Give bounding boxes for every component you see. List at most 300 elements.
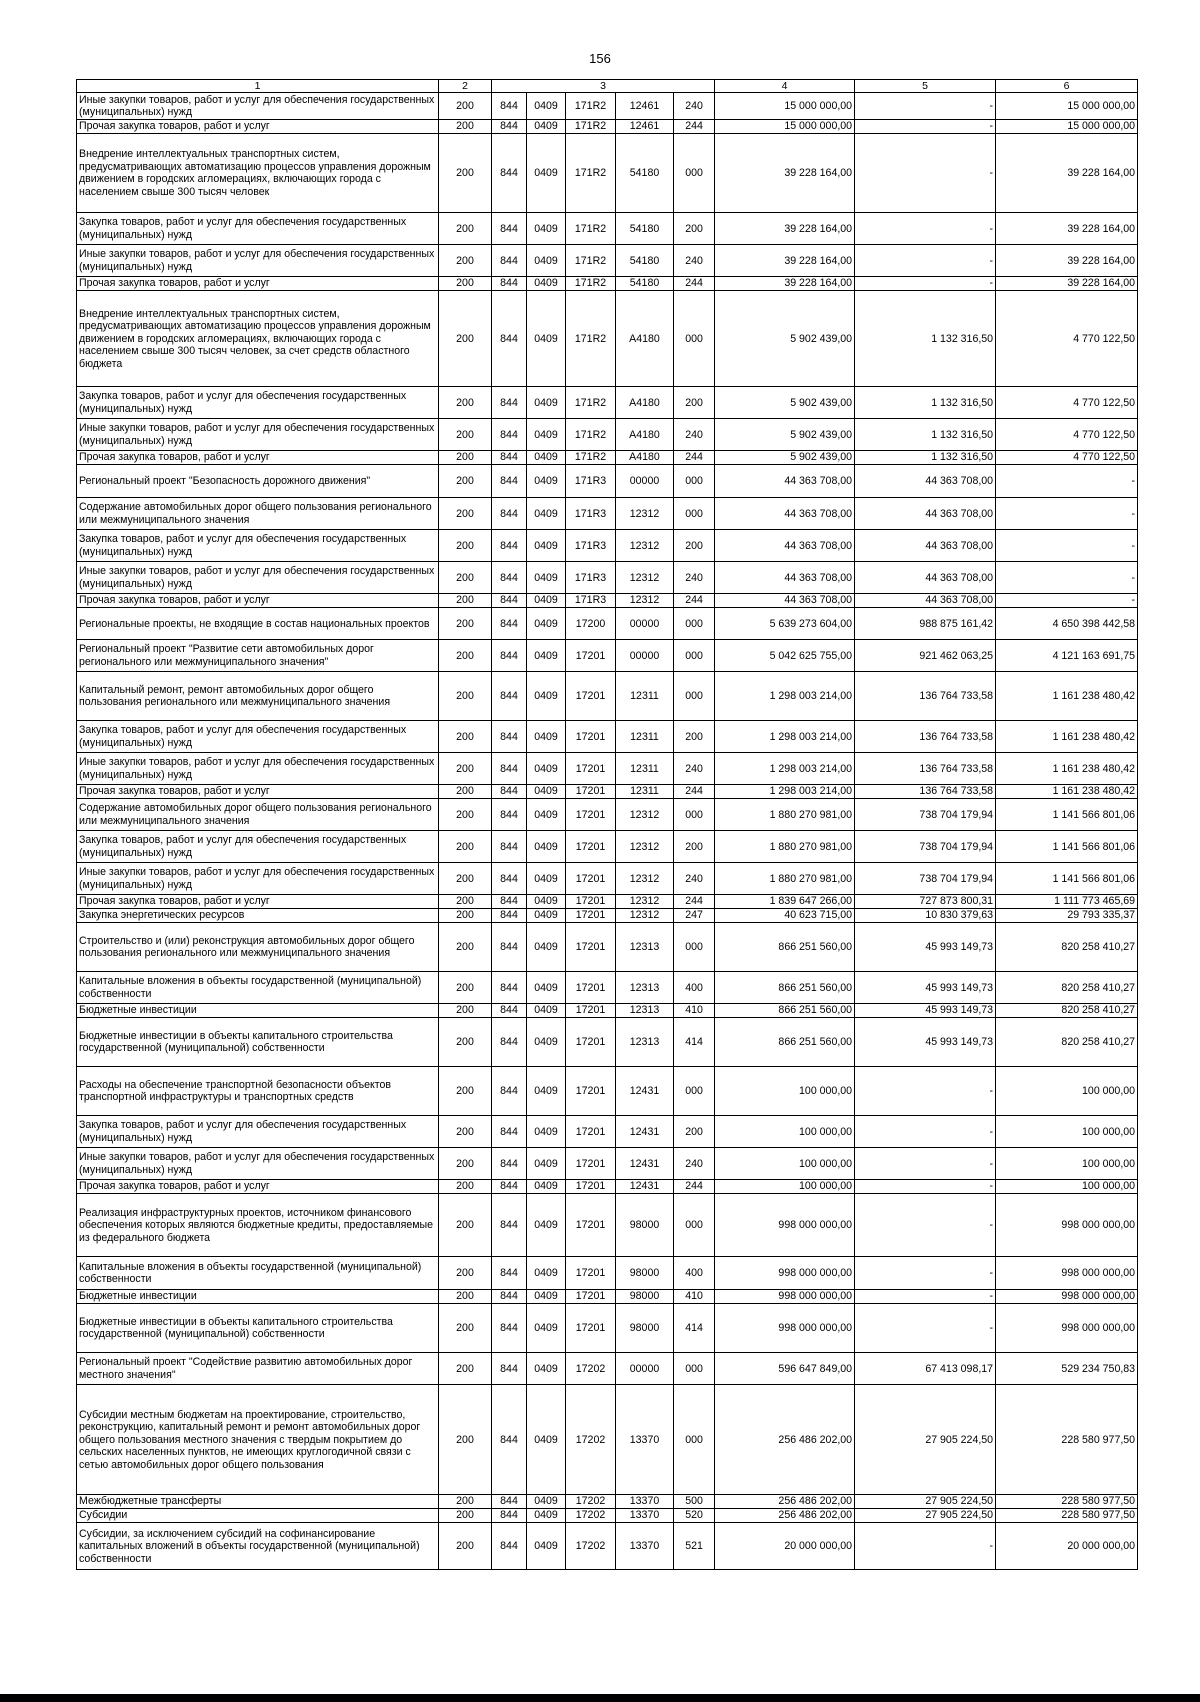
row-name-cell: Прочая закупка товаров, работ и услуг [77,120,439,134]
amount-col-6: 228 580 977,50 [996,1509,1138,1523]
code-cell: 200 [439,923,492,972]
code-cell: 12312 [616,895,674,909]
code-cell: 844 [492,419,527,451]
code-cell: 844 [492,134,527,213]
code-cell: 17202 [566,1353,616,1385]
amount-col-5: 45 993 149,73 [855,923,996,972]
budget-table [76,79,1138,1570]
amount-col-6: 100 000,00 [996,1116,1138,1148]
code-cell: 0409 [527,1523,566,1570]
amount-col-5: - [855,1194,996,1257]
code-cell: 844 [492,785,527,799]
row-name-cell: Капитальные вложения в объекты государственной (муниципальной) собственности [77,972,439,1004]
code-cell: 200 [439,972,492,1004]
code-cell: 244 [674,785,715,799]
amount-col-6: 4 770 122,50 [996,291,1138,387]
amount-col-6: 1 141 566 801,06 [996,799,1138,831]
code-cell: 200 [439,1353,492,1385]
code-cell: 0409 [527,530,566,562]
table-row [77,1194,1138,1257]
row-name-cell: Иные закупки товаров, работ и услуг для обеспечения государственных (муниципальных) нужд [77,863,439,895]
code-cell: 0409 [527,1257,566,1290]
row-name-cell: Субсидии местным бюджетам на проектирование, строительство, реконструкцию, капитальный ремонт и ремонт автомобильных дорог общего пользования местного значения с твердым покрытием до сельских населенных пунктов, не имеющих круглогодичной связи с сетью автомобильных дорог общего пользования [77,1385,439,1495]
table-row [77,972,1138,1004]
code-cell: 240 [674,93,715,120]
code-cell: 12313 [616,1004,674,1018]
amount-col-5: 45 993 149,73 [855,972,996,1004]
code-cell: 844 [492,640,527,672]
code-cell: 0409 [527,1116,566,1148]
amount-col-4: 44 363 708,00 [715,465,855,498]
header-col-3: 3 [492,80,715,93]
code-cell: 844 [492,923,527,972]
code-cell: 200 [439,419,492,451]
table-row [77,640,1138,672]
code-cell: 000 [674,1067,715,1116]
code-cell: 244 [674,895,715,909]
code-cell: 244 [674,277,715,291]
amount-col-5: 1 132 316,50 [855,387,996,419]
amount-col-6: 1 141 566 801,06 [996,863,1138,895]
code-cell: 844 [492,1509,527,1523]
code-cell: 17201 [566,672,616,721]
code-cell: 844 [492,1304,527,1353]
table-row [77,530,1138,562]
code-cell: 12311 [616,672,674,721]
amount-col-5: - [855,245,996,277]
code-cell: 200 [439,1148,492,1180]
code-cell: 844 [492,1018,527,1067]
code-cell: 17201 [566,640,616,672]
code-cell: 000 [674,465,715,498]
amount-col-4: 15 000 000,00 [715,93,855,120]
code-cell: 200 [439,1257,492,1290]
amount-col-5: 27 905 224,50 [855,1509,996,1523]
code-cell: 844 [492,1148,527,1180]
amount-col-6: - [996,562,1138,594]
code-cell: 844 [492,895,527,909]
row-name-cell: Внедрение интеллектуальных транспортных систем, предусматривающих автоматизацию процессов управления дорожным движением в городских агломерациях, включающих города с населением свыше 300 тысяч человек [77,134,439,213]
amount-col-4: 1 880 270 981,00 [715,799,855,831]
code-cell: 200 [439,863,492,895]
amount-col-6: 100 000,00 [996,1067,1138,1116]
code-cell: 200 [439,451,492,465]
amount-col-5: - [855,1523,996,1570]
code-cell: 12313 [616,972,674,1004]
code-cell: 0409 [527,451,566,465]
code-cell: 200 [439,245,492,277]
table-row [77,465,1138,498]
row-name-cell: Прочая закупка товаров, работ и услуг [77,594,439,608]
code-cell: 17201 [566,863,616,895]
table-row [77,1509,1138,1523]
code-cell: 200 [439,831,492,863]
amount-col-4: 40 623 715,00 [715,909,855,923]
table-row [77,1290,1138,1304]
amount-col-5: - [855,120,996,134]
code-cell: 000 [674,799,715,831]
amount-col-6: 820 258 410,27 [996,1018,1138,1067]
row-name-cell: Региональный проект "Развитие сети автомобильных дорог регионального или межмуниципального значения" [77,640,439,672]
code-cell: 844 [492,530,527,562]
code-cell: 844 [492,1523,527,1570]
row-name-cell: Иные закупки товаров, работ и услуг для обеспечения государственных (муниципальных) нужд [77,419,439,451]
amount-col-4: 1 298 003 214,00 [715,753,855,785]
code-cell: 000 [674,640,715,672]
code-cell: 844 [492,909,527,923]
code-cell: 0409 [527,594,566,608]
code-cell: 200 [439,120,492,134]
row-name-cell: Закупка товаров, работ и услуг для обеспечения государственных (муниципальных) нужд [77,831,439,863]
code-cell: A4180 [616,387,674,419]
code-cell: 54180 [616,277,674,291]
row-name-cell: Иные закупки товаров, работ и услуг для обеспечения государственных (муниципальных) нужд [77,93,439,120]
code-cell: 17201 [566,909,616,923]
code-cell: 0409 [527,498,566,530]
code-cell: 12313 [616,923,674,972]
code-cell: 12313 [616,1018,674,1067]
table-row [77,785,1138,799]
amount-col-5: 136 764 733,58 [855,753,996,785]
code-cell: 12312 [616,863,674,895]
code-cell: 410 [674,1290,715,1304]
code-cell: 200 [439,1523,492,1570]
amount-col-6: 228 580 977,50 [996,1385,1138,1495]
amount-col-6: 4 650 398 442,58 [996,608,1138,640]
table-row [77,594,1138,608]
row-name-cell: Закупка товаров, работ и услуг для обеспечения государственных (муниципальных) нужд [77,213,439,245]
row-name-cell: Бюджетные инвестиции в объекты капитального строительства государственной (муниципальной) собственности [77,1304,439,1353]
code-cell: 171R2 [566,120,616,134]
code-cell: 17201 [566,753,616,785]
code-cell: 17201 [566,1290,616,1304]
table-row [77,1257,1138,1290]
table-row [77,1353,1138,1385]
row-name-cell: Прочая закупка товаров, работ и услуг [77,277,439,291]
code-cell: 844 [492,291,527,387]
code-cell: 00000 [616,608,674,640]
amount-col-4: 15 000 000,00 [715,120,855,134]
table-row [77,120,1138,134]
code-cell: 200 [674,530,715,562]
amount-col-4: 39 228 164,00 [715,134,855,213]
code-cell: 12312 [616,909,674,923]
code-cell: 844 [492,799,527,831]
code-cell: 98000 [616,1290,674,1304]
code-cell: 200 [439,498,492,530]
table-row [77,134,1138,213]
table-row [77,672,1138,721]
amount-col-6: - [996,530,1138,562]
code-cell: 0409 [527,213,566,245]
code-cell: 171R3 [566,465,616,498]
code-cell: 00000 [616,1353,674,1385]
code-cell: 17200 [566,608,616,640]
amount-col-6: 4 770 122,50 [996,419,1138,451]
code-cell: 200 [439,1018,492,1067]
amount-col-6: 100 000,00 [996,1180,1138,1194]
table-row [77,291,1138,387]
amount-col-6: 529 234 750,83 [996,1353,1138,1385]
code-cell: 844 [492,1290,527,1304]
amount-col-5: 1 132 316,50 [855,451,996,465]
table-row [77,831,1138,863]
amount-col-6: - [996,594,1138,608]
code-cell: 0409 [527,1148,566,1180]
header-col-6: 6 [996,80,1138,93]
amount-col-6: 998 000 000,00 [996,1290,1138,1304]
code-cell: 17201 [566,1148,616,1180]
amount-col-6: 4 770 122,50 [996,387,1138,419]
amount-col-4: 5 042 625 755,00 [715,640,855,672]
amount-col-4: 866 251 560,00 [715,1004,855,1018]
amount-col-4: 44 363 708,00 [715,498,855,530]
amount-col-5: 27 905 224,50 [855,1495,996,1509]
code-cell: 0409 [527,465,566,498]
code-cell: 13370 [616,1523,674,1570]
amount-col-4: 39 228 164,00 [715,245,855,277]
code-cell: 0409 [527,387,566,419]
amount-col-6: 820 258 410,27 [996,923,1138,972]
code-cell: 0409 [527,831,566,863]
code-cell: 200 [674,213,715,245]
code-cell: 12461 [616,93,674,120]
table-row [77,721,1138,753]
code-cell: 0409 [527,93,566,120]
amount-col-5: - [855,213,996,245]
row-name-cell: Закупка товаров, работ и услуг для обеспечения государственных (муниципальных) нужд [77,387,439,419]
code-cell: 0409 [527,799,566,831]
amount-col-5: - [855,1116,996,1148]
row-name-cell: Содержание автомобильных дорог общего пользования регионального или межмуниципального значения [77,799,439,831]
code-cell: 0409 [527,291,566,387]
code-cell: 0409 [527,245,566,277]
code-cell: 17201 [566,1194,616,1257]
code-cell: 844 [492,465,527,498]
code-cell: 171R2 [566,291,616,387]
code-cell: 12312 [616,562,674,594]
amount-col-4: 5 902 439,00 [715,387,855,419]
code-cell: 0409 [527,1194,566,1257]
code-cell: 12311 [616,785,674,799]
scan-bottom-edge [0,1694,1200,1702]
amount-col-4: 39 228 164,00 [715,213,855,245]
amount-col-6: 820 258 410,27 [996,1004,1138,1018]
code-cell: 0409 [527,753,566,785]
code-cell: 17201 [566,799,616,831]
row-name-cell: Иные закупки товаров, работ и услуг для обеспечения государственных (муниципальных) нужд [77,753,439,785]
table-row [77,1018,1138,1067]
code-cell: 0409 [527,1018,566,1067]
amount-col-5: 738 704 179,94 [855,799,996,831]
amount-col-5: 136 764 733,58 [855,785,996,799]
code-cell: 17201 [566,895,616,909]
code-cell: 17201 [566,1180,616,1194]
code-cell: 98000 [616,1194,674,1257]
code-cell: 54180 [616,245,674,277]
table-row [77,498,1138,530]
amount-col-5: 67 413 098,17 [855,1353,996,1385]
row-name-cell: Иные закупки товаров, работ и услуг для обеспечения государственных (муниципальных) нужд [77,562,439,594]
code-cell: 0409 [527,1304,566,1353]
code-cell: A4180 [616,451,674,465]
amount-col-4: 5 902 439,00 [715,419,855,451]
code-cell: 200 [439,1004,492,1018]
table-row [77,277,1138,291]
amount-col-6: 1 141 566 801,06 [996,831,1138,863]
code-cell: 200 [674,387,715,419]
table-row [77,1067,1138,1116]
amount-col-4: 5 902 439,00 [715,451,855,465]
amount-col-4: 44 363 708,00 [715,594,855,608]
amount-col-5: - [855,134,996,213]
amount-col-4: 596 647 849,00 [715,1353,855,1385]
code-cell: 0409 [527,672,566,721]
table-body [77,93,1138,1570]
code-cell: 240 [674,562,715,594]
code-cell: 200 [439,134,492,213]
row-name-cell: Прочая закупка товаров, работ и услуг [77,785,439,799]
table-row [77,1304,1138,1353]
amount-col-5: 136 764 733,58 [855,672,996,721]
code-cell: 410 [674,1004,715,1018]
table-row [77,895,1138,909]
code-cell: 200 [439,721,492,753]
code-cell: 414 [674,1304,715,1353]
code-cell: 844 [492,608,527,640]
code-cell: 844 [492,120,527,134]
code-cell: 500 [674,1495,715,1509]
code-cell: 0409 [527,1290,566,1304]
amount-col-6: 820 258 410,27 [996,972,1138,1004]
row-name-cell: Бюджетные инвестиции в объекты капитального строительства государственной (муниципальной) собственности [77,1018,439,1067]
code-cell: 12431 [616,1067,674,1116]
amount-col-5: - [855,1290,996,1304]
row-name-cell: Субсидии [77,1509,439,1523]
amount-col-4: 998 000 000,00 [715,1257,855,1290]
code-cell: 12461 [616,120,674,134]
row-name-cell: Бюджетные инвестиции [77,1290,439,1304]
code-cell: 171R2 [566,134,616,213]
code-cell: 171R2 [566,213,616,245]
code-cell: 400 [674,972,715,1004]
code-cell: 17202 [566,1385,616,1495]
code-cell: 844 [492,753,527,785]
table-row [77,799,1138,831]
code-cell: 844 [492,1004,527,1018]
table-row [77,1180,1138,1194]
code-cell: 200 [439,608,492,640]
amount-col-4: 39 228 164,00 [715,277,855,291]
code-cell: 844 [492,213,527,245]
code-cell: 171R3 [566,562,616,594]
code-cell: 00000 [616,465,674,498]
code-cell: 12312 [616,594,674,608]
code-cell: 200 [439,1304,492,1353]
code-cell: 240 [674,1148,715,1180]
amount-col-6: 39 228 164,00 [996,134,1138,213]
table-row [77,213,1138,245]
amount-col-4: 100 000,00 [715,1116,855,1148]
amount-col-6: 39 228 164,00 [996,245,1138,277]
code-cell: 844 [492,721,527,753]
row-name-cell: Капитальные вложения в объекты государственной (муниципальной) собственности [77,1257,439,1290]
amount-col-4: 256 486 202,00 [715,1509,855,1523]
row-name-cell: Закупка товаров, работ и услуг для обеспечения государственных (муниципальных) нужд [77,1116,439,1148]
row-name-cell: Закупка товаров, работ и услуг для обеспечения государственных (муниципальных) нужд [77,530,439,562]
amount-col-5: 136 764 733,58 [855,721,996,753]
amount-col-4: 1 298 003 214,00 [715,785,855,799]
code-cell: 000 [674,291,715,387]
code-cell: 12312 [616,498,674,530]
table-row [77,608,1138,640]
code-cell: 200 [439,1194,492,1257]
amount-col-6: - [996,465,1138,498]
code-cell: 0409 [527,895,566,909]
code-cell: 200 [439,1290,492,1304]
code-cell: 12312 [616,530,674,562]
code-cell: 520 [674,1509,715,1523]
amount-col-5: - [855,277,996,291]
code-cell: 200 [439,799,492,831]
amount-col-5: 45 993 149,73 [855,1004,996,1018]
amount-col-5: 10 830 379,63 [855,909,996,923]
code-cell: 240 [674,419,715,451]
code-cell: 0409 [527,640,566,672]
code-cell: 000 [674,1385,715,1495]
code-cell: 200 [439,672,492,721]
code-cell: 17201 [566,1018,616,1067]
row-name-cell: Капитальный ремонт, ремонт автомобильных дорог общего пользования регионального или межмуниципального значения [77,672,439,721]
row-name-cell: Прочая закупка товаров, работ и услуг [77,451,439,465]
amount-col-5: 44 363 708,00 [855,498,996,530]
code-cell: 13370 [616,1495,674,1509]
code-cell: 17201 [566,1004,616,1018]
amount-col-4: 20 000 000,00 [715,1523,855,1570]
code-cell: 844 [492,1385,527,1495]
amount-col-5: - [855,1180,996,1194]
amount-col-5: 44 363 708,00 [855,562,996,594]
table-row [77,753,1138,785]
code-cell: 171R3 [566,498,616,530]
code-cell: 200 [439,909,492,923]
code-cell: 000 [674,923,715,972]
amount-col-4: 1 839 647 266,00 [715,895,855,909]
code-cell: 200 [439,93,492,120]
row-name-cell: Региональный проект "Безопасность дорожного движения" [77,465,439,498]
amount-col-4: 1 880 270 981,00 [715,831,855,863]
code-cell: 0409 [527,1067,566,1116]
code-cell: 0409 [527,1180,566,1194]
row-name-cell: Иные закупки товаров, работ и услуг для обеспечения государственных (муниципальных) нужд [77,245,439,277]
code-cell: 171R2 [566,277,616,291]
code-cell: 171R2 [566,93,616,120]
code-cell: 844 [492,594,527,608]
code-cell: 0409 [527,608,566,640]
amount-col-6: 20 000 000,00 [996,1523,1138,1570]
amount-col-6: 1 161 238 480,42 [996,785,1138,799]
table-row [77,1148,1138,1180]
row-name-cell: Строительство и (или) реконструкция автомобильных дорог общего пользования регионального или межмуниципального значения [77,923,439,972]
amount-col-6: 998 000 000,00 [996,1194,1138,1257]
amount-col-6: 1 111 773 465,69 [996,895,1138,909]
amount-col-6: 1 161 238 480,42 [996,721,1138,753]
code-cell: 0409 [527,721,566,753]
amount-col-5: - [855,1304,996,1353]
amount-col-5: 44 363 708,00 [855,465,996,498]
code-cell: 171R2 [566,245,616,277]
code-cell: 00000 [616,640,674,672]
